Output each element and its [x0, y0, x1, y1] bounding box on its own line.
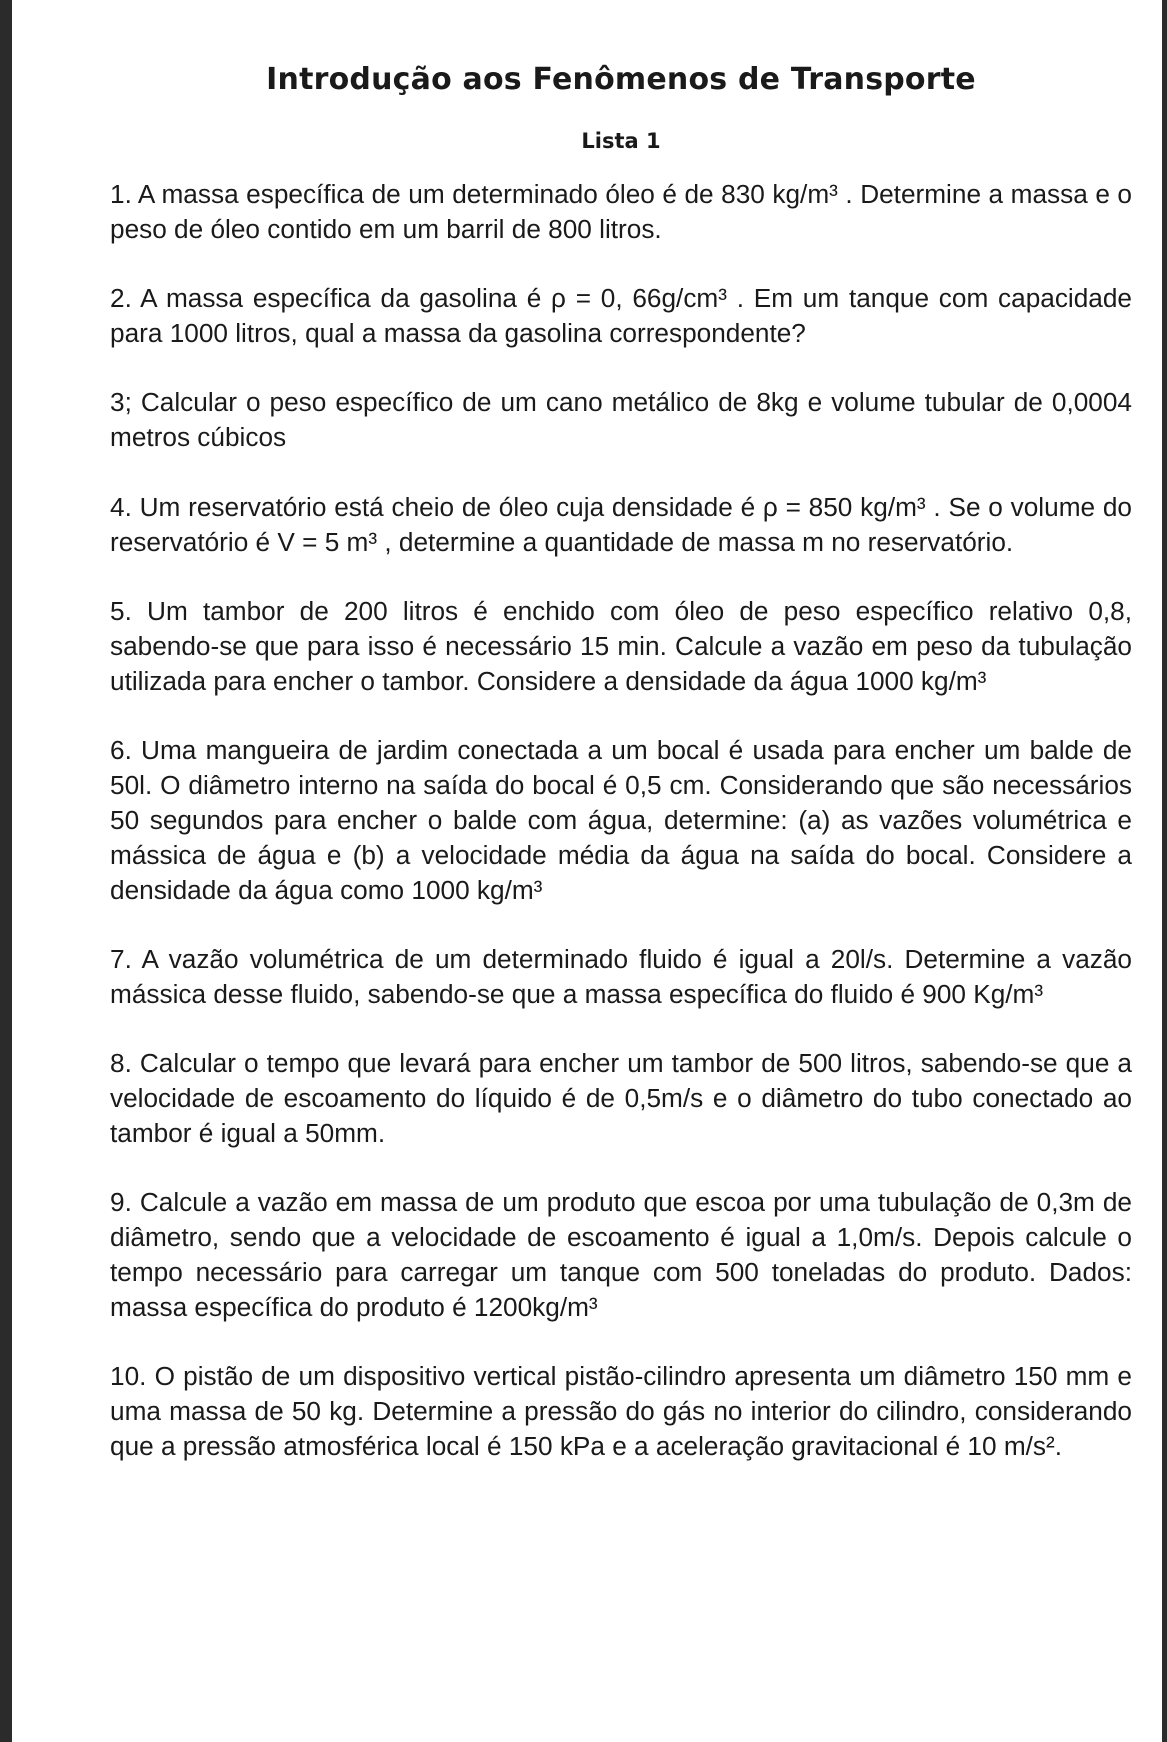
question-4: 4. Um reservatório está cheio de óleo cuja densidade é ρ = 850 kg/m³ . Se o volume do reservatório é V = 5 m³ , determine a quantidade de massa m no reservatório. [110, 492, 1132, 557]
question-9: 9. Calcule a vazão em massa de um produto que escoa por uma tubulação de 0,3m de diâmetro, sendo que a velocidade de escoamento é igual a 1,0m/s. Depois calcule o tempo necessário para carregar um tanque com 500 toneladas do produto. Dados: massa específica do produto é 1200kg/m³ [110, 1187, 1132, 1322]
question-3: 3; Calcular o peso específico de um cano metálico de 8kg e volume tubular de 0,0004 metros cúbicos [110, 387, 1132, 452]
right-page-edge [1162, 0, 1167, 1742]
document-subtitle: Lista 1 [581, 129, 661, 153]
question-7: 7. A vazão volumétrica de um determinado fluido é igual a 20l/s. Determine a vazão mássica desse fluido, sabendo-se que a massa específica do fluido é 900 Kg/m³ [110, 944, 1132, 1009]
question-1: 1. A massa específica de um determinado óleo é de 830 kg/m³ . Determine a massa e o peso de óleo contido em um barril de 800 litros. [110, 179, 1132, 244]
question-2: 2. A massa específica da gasolina é ρ = 0, 66g/cm³ . Em um tanque com capacidade para 1000 litros, qual a massa da gasolina correspondente? [110, 283, 1132, 348]
left-page-edge [0, 0, 12, 1742]
question-5: 5. Um tambor de 200 litros é enchido com óleo de peso específico relativo 0,8, sabendo-se que para isso é necessário 15 min. Calcule a vazão em peso da tubulação utilizada para encher o tambor. Considere a densidade da água 1000 kg/m³ [110, 596, 1132, 696]
question-8: 8. Calcular o tempo que levará para encher um tambor de 500 litros, sabendo-se que a velocidade de escoamento do líquido é de 0,5m/s e o diâmetro do tubo conectado ao tambor é igual a 50mm. [110, 1048, 1132, 1148]
question-10: 10. O pistão de um dispositivo vertical pistão-cilindro apresenta um diâmetro 150 mm e uma massa de 50 kg. Determine a pressão do gás no interior do cilindro, considerando que a pressão atmosférica local é 150 kPa e a aceleração gravitacional é 10 m/s². [110, 1361, 1132, 1461]
document-page [110, 0, 1132, 1464]
document-title: Introdução aos Fenômenos de Transporte [266, 62, 976, 97]
question-6: 6. Uma mangueira de jardim conectada a um bocal é usada para encher um balde de 50l. O diâmetro interno na saída do bocal é 0,5 cm. Considerando que são necessários 50 segundos para encher o balde com água, determine: (a) as vazões volumétrica e mássica de água e (b) a velocidade média da água na saída do bocal. Considere a densidade da água como 1000 kg/m³ [110, 735, 1132, 905]
